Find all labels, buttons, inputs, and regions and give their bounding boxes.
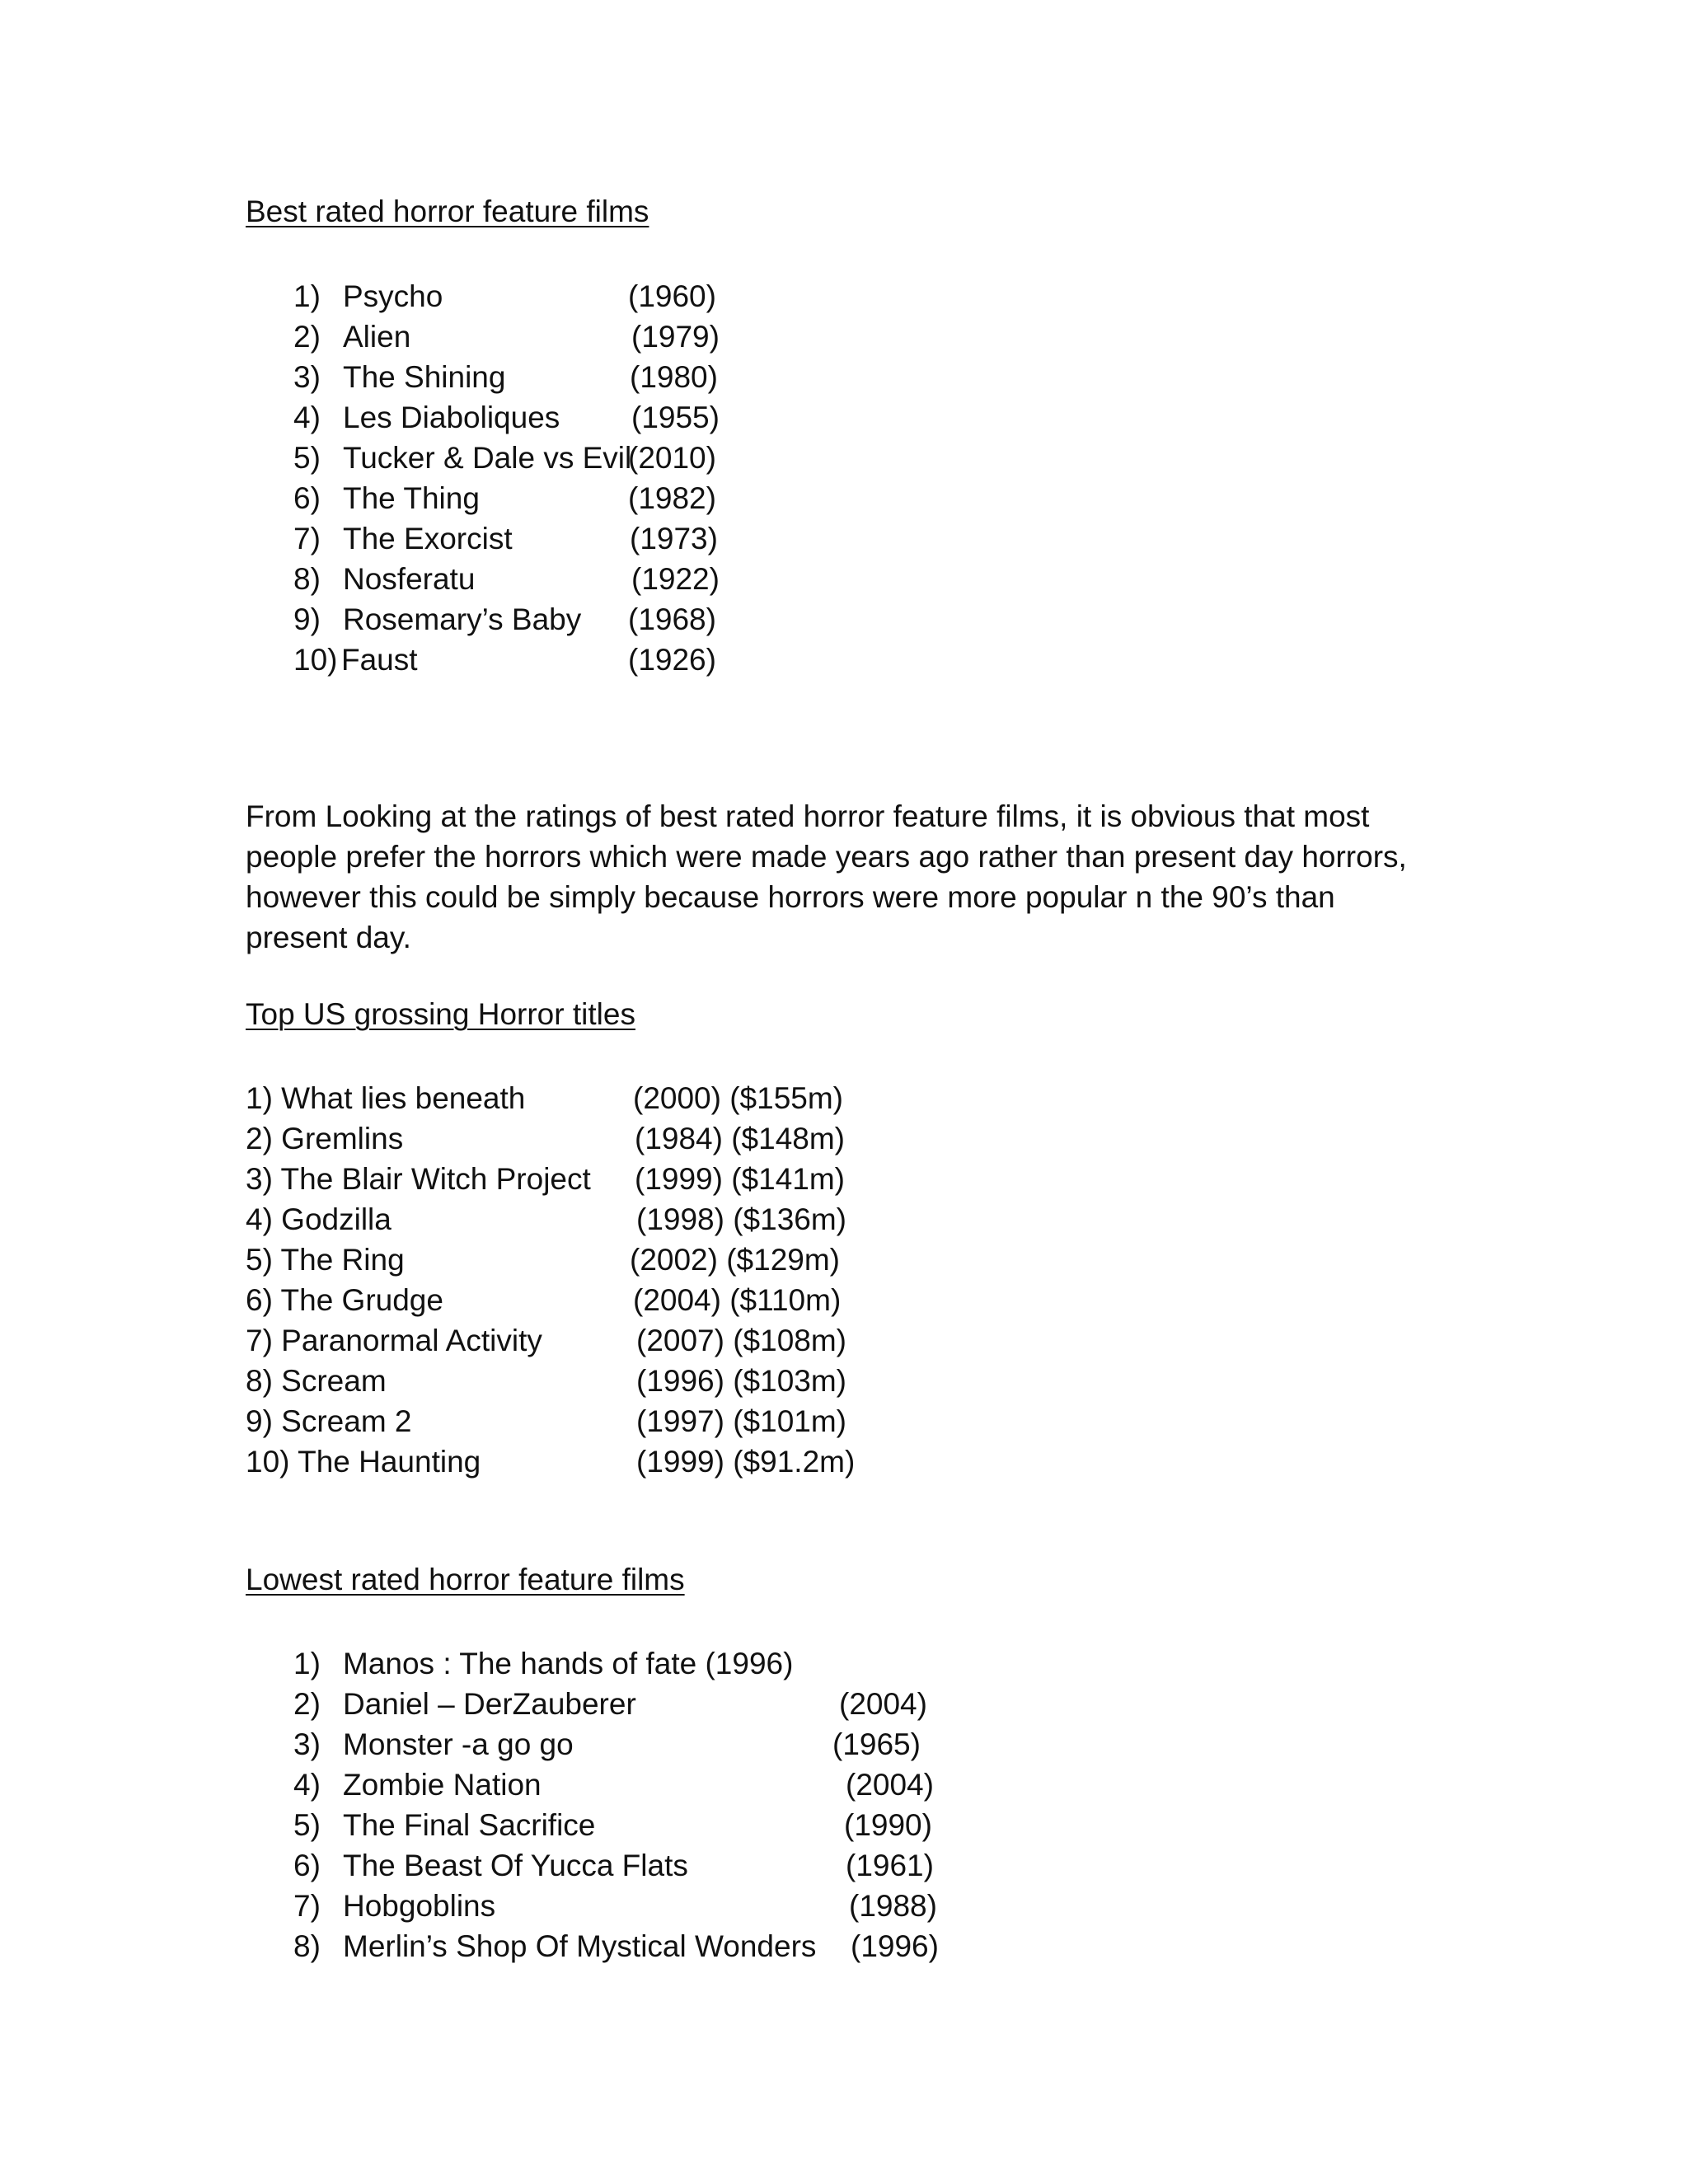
film-title: Manos : The hands of fate (1996) — [343, 1647, 794, 1680]
lowest-rated-item-2 — [293, 1685, 1035, 1724]
item-number: 1) — [293, 1647, 321, 1680]
best-rated-item-8 — [293, 560, 755, 599]
item-number: 4) — [293, 1768, 321, 1802]
film-year: (1996) — [851, 1929, 939, 1963]
film-year: (2010) — [628, 441, 716, 475]
film-figures: (1996) ($103m) — [636, 1364, 847, 1398]
film-year: (2004) — [846, 1768, 934, 1802]
film-title: Daniel – DerZauberer — [343, 1687, 636, 1721]
film-title: Alien — [343, 320, 411, 354]
film-label: 2) Gremlins — [246, 1122, 404, 1155]
film-figures: (1998) ($136m) — [636, 1202, 847, 1236]
film-year: (1973) — [630, 522, 718, 555]
item-number: 6) — [293, 1849, 321, 1882]
film-figures: (1984) ($148m) — [635, 1122, 846, 1155]
item-number: 5) — [293, 1808, 321, 1842]
film-year: (1965) — [832, 1727, 921, 1761]
best-rated-item-4 — [293, 398, 755, 438]
top-grossing-item-5 — [246, 1240, 905, 1280]
film-label: 1) What lies beneath — [246, 1081, 526, 1115]
item-number: 5) — [293, 441, 321, 475]
film-label: 7) Paranormal Activity — [246, 1324, 542, 1357]
film-title: Tucker & Dale vs Evil — [343, 441, 632, 475]
top-grossing-item-10 — [246, 1442, 905, 1482]
film-year: (1988) — [849, 1889, 937, 1923]
item-number: 7) — [293, 522, 321, 555]
analysis-paragraph — [246, 796, 1449, 958]
best-rated-item-5 — [293, 438, 755, 478]
paragraph-line: present day. — [246, 921, 411, 954]
top-grossing-item-6 — [246, 1281, 905, 1320]
top-grossing-item-9 — [246, 1402, 905, 1441]
top-grossing-item-2 — [246, 1119, 905, 1159]
film-title: Merlin’s Shop Of Mystical Wonders — [343, 1929, 817, 1963]
best-rated-item-10 — [293, 640, 755, 680]
best-rated-item-7 — [293, 519, 755, 559]
item-number: 7) — [293, 1889, 321, 1923]
lowest-rated-item-3 — [293, 1725, 1035, 1765]
film-title: The Final Sacrifice — [343, 1808, 596, 1842]
item-number: 2) — [293, 1687, 321, 1721]
item-number: 8) — [293, 1929, 321, 1963]
paragraph-line: From Looking at the ratings of best rated horror feature films, it is obvious that most — [246, 799, 1370, 833]
film-figures: (2004) ($110m) — [633, 1283, 842, 1317]
film-label: 4) Godzilla — [246, 1202, 392, 1236]
film-year: (1926) — [628, 643, 716, 677]
film-year: (1982) — [628, 481, 716, 515]
best-rated-item-6 — [293, 479, 755, 518]
film-title: Monster -a go go — [343, 1727, 574, 1761]
top-grossing-item-4 — [246, 1200, 905, 1240]
film-title: Psycho — [343, 279, 443, 313]
film-label: 8) Scream — [246, 1364, 387, 1398]
top-grossing-heading: Top US grossing Horror titles — [246, 997, 635, 1031]
film-label: 3) The Blair Witch Project — [246, 1162, 591, 1196]
item-number: 3) — [293, 1727, 321, 1761]
film-figures: (2007) ($108m) — [636, 1324, 847, 1357]
film-title: The Shining — [343, 360, 506, 394]
film-title: The Beast Of Yucca Flats — [343, 1849, 688, 1882]
film-year: (1961) — [846, 1849, 934, 1882]
top-grossing-item-3 — [246, 1160, 905, 1199]
item-number: 6) — [293, 481, 321, 515]
best-rated-item-3 — [293, 358, 755, 397]
item-number: 1) — [293, 279, 321, 313]
top-grossing-item-1 — [246, 1079, 905, 1118]
item-number: 4) — [293, 401, 321, 434]
film-figures: (1999) ($91.2m) — [636, 1445, 856, 1479]
film-year: (1980) — [630, 360, 718, 394]
film-year: (1955) — [631, 401, 720, 434]
film-title: The Exorcist — [343, 522, 513, 555]
lowest-rated-item-4 — [293, 1765, 1035, 1805]
lowest-rated-item-5 — [293, 1806, 1035, 1845]
best-rated-item-2 — [293, 317, 755, 357]
film-figures: (1999) ($141m) — [635, 1162, 846, 1196]
film-year: (1922) — [631, 562, 720, 596]
lowest-rated-item-8 — [293, 1927, 1035, 1966]
film-figures: (2000) ($155m) — [633, 1081, 844, 1115]
item-number: 8) — [293, 562, 321, 596]
film-title: Rosemary’s Baby — [343, 602, 582, 636]
film-label: 10) The Haunting — [246, 1445, 481, 1479]
film-label: 5) The Ring — [246, 1243, 405, 1277]
film-label: 6) The Grudge — [246, 1283, 443, 1317]
film-label: 9) Scream 2 — [246, 1404, 412, 1438]
top-grossing-item-7 — [246, 1321, 905, 1361]
item-number: 3) — [293, 360, 321, 394]
film-figures: (1997) ($101m) — [636, 1404, 847, 1438]
best-rated-heading: Best rated horror feature films — [246, 194, 649, 228]
paragraph-line: people prefer the horrors which were made years ago rather than present day horrors, — [246, 840, 1407, 874]
film-figures: (2002) ($129m) — [630, 1243, 841, 1277]
film-year: (1960) — [628, 279, 716, 313]
lowest-rated-item-6 — [293, 1846, 1035, 1886]
film-year: (1979) — [631, 320, 720, 354]
item-number: 2) — [293, 320, 321, 354]
top-grossing-item-8 — [246, 1361, 905, 1401]
film-title: Nosferatu — [343, 562, 476, 596]
film-title: Les Diaboliques — [343, 401, 560, 434]
film-year: (2004) — [839, 1687, 927, 1721]
item-number: 10) — [293, 643, 338, 677]
best-rated-item-9 — [293, 600, 755, 640]
lowest-rated-item-7 — [293, 1886, 1035, 1926]
film-year: (1968) — [628, 602, 716, 636]
lowest-rated-heading: Lowest rated horror feature films — [246, 1563, 685, 1596]
lowest-rated-item-1 — [293, 1644, 1035, 1684]
film-title: Faust — [341, 643, 418, 677]
paragraph-line: however this could be simply because horrors were more popular n the 90’s than — [246, 880, 1335, 914]
film-title: Hobgoblins — [343, 1889, 496, 1923]
item-number: 9) — [293, 602, 321, 636]
film-year: (1990) — [844, 1808, 932, 1842]
film-title: Zombie Nation — [343, 1768, 542, 1802]
best-rated-item-1 — [293, 277, 755, 316]
film-title: The Thing — [343, 481, 480, 515]
